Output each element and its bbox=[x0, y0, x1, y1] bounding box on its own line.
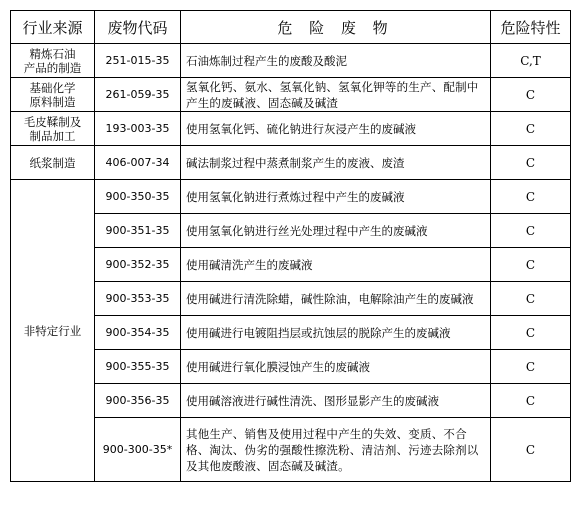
document bbox=[10, 10, 571, 482]
description-cell: 使用氢氧化钙、硫化钠进行灰浸产生的废碱液 bbox=[181, 112, 491, 146]
table-row bbox=[11, 112, 571, 146]
characteristic-cell: C bbox=[491, 384, 571, 418]
code-cell: 900-353-35 bbox=[95, 282, 181, 316]
industry-cell-merged: 非特定行业 bbox=[11, 180, 95, 482]
code-cell: 900-351-35 bbox=[95, 214, 181, 248]
code-cell: 406-007-34 bbox=[95, 146, 181, 180]
code-cell: 900-300-35* bbox=[95, 418, 181, 482]
characteristic-cell: C bbox=[491, 146, 571, 180]
table-row bbox=[11, 214, 571, 248]
table-row bbox=[11, 282, 571, 316]
header-code: 废物代码 bbox=[95, 11, 181, 44]
table-row bbox=[11, 146, 571, 180]
code-cell: 193-003-35 bbox=[95, 112, 181, 146]
characteristic-cell: C bbox=[491, 282, 571, 316]
industry-cell: 精炼石油 产品的制造 bbox=[11, 44, 95, 78]
code-cell: 900-354-35 bbox=[95, 316, 181, 350]
description-cell: 使用碱进行氧化膜浸蚀产生的废碱液 bbox=[181, 350, 491, 384]
code-cell: 261-059-35 bbox=[95, 78, 181, 112]
hazardous-waste-table bbox=[10, 10, 571, 482]
header-industry: 行业来源 bbox=[11, 11, 95, 44]
characteristic-cell: C bbox=[491, 78, 571, 112]
table-row bbox=[11, 384, 571, 418]
code-cell: 900-350-35 bbox=[95, 180, 181, 214]
characteristic-cell: C bbox=[491, 214, 571, 248]
table-header-row bbox=[11, 11, 571, 44]
table-row bbox=[11, 316, 571, 350]
table-row bbox=[11, 78, 571, 112]
description-cell: 使用氢氧化钠进行煮炼过程中产生的废碱液 bbox=[181, 180, 491, 214]
table-row bbox=[11, 180, 571, 214]
characteristic-cell: C bbox=[491, 248, 571, 282]
header-waste: 危 险 废 物 bbox=[181, 11, 491, 44]
characteristic-cell: C bbox=[491, 350, 571, 384]
table-row bbox=[11, 350, 571, 384]
description-cell: 石油炼制过程产生的废酸及酸泥 bbox=[181, 44, 491, 78]
table-row bbox=[11, 44, 571, 78]
code-cell: 900-355-35 bbox=[95, 350, 181, 384]
characteristic-cell: C bbox=[491, 418, 571, 482]
description-cell: 使用碱溶液进行碱性清洗、图形显影产生的废碱液 bbox=[181, 384, 491, 418]
description-cell: 使用碱进行电镀阻挡层或抗蚀层的脱除产生的废碱液 bbox=[181, 316, 491, 350]
characteristic-cell: C bbox=[491, 316, 571, 350]
description-cell: 氢氧化钙、氨水、氢氧化钠、氢氧化钾等的生产、配制中产生的废碱液、固态碱及碱渣 bbox=[181, 78, 491, 112]
industry-cell: 纸浆制造 bbox=[11, 146, 95, 180]
industry-cell: 基础化学 原料制造 bbox=[11, 78, 95, 112]
table-row bbox=[11, 248, 571, 282]
description-cell: 使用碱进行清洗除蜡，碱性除油，电解除油产生的废碱液 bbox=[181, 282, 491, 316]
code-cell: 900-356-35 bbox=[95, 384, 181, 418]
code-cell: 251-015-35 bbox=[95, 44, 181, 78]
code-cell: 900-352-35 bbox=[95, 248, 181, 282]
industry-cell: 毛皮鞣制及 制品加工 bbox=[11, 112, 95, 146]
characteristic-cell: C,T bbox=[491, 44, 571, 78]
description-cell: 碱法制浆过程中蒸煮制浆产生的废液、废渣 bbox=[181, 146, 491, 180]
table-row bbox=[11, 418, 571, 482]
header-characteristic: 危险特性 bbox=[491, 11, 571, 44]
description-cell: 使用氢氧化钠进行丝光处理过程中产生的废碱液 bbox=[181, 214, 491, 248]
characteristic-cell: C bbox=[491, 180, 571, 214]
description-cell: 其他生产、销售及使用过程中产生的失效、变质、不合格、淘汰、伪劣的强酸性擦洗粉、清洁剂、污迹去除剂以及其他废酸液、固态碱及碱渣。 bbox=[181, 418, 491, 482]
characteristic-cell: C bbox=[491, 112, 571, 146]
description-cell: 使用碱清洗产生的废碱液 bbox=[181, 248, 491, 282]
